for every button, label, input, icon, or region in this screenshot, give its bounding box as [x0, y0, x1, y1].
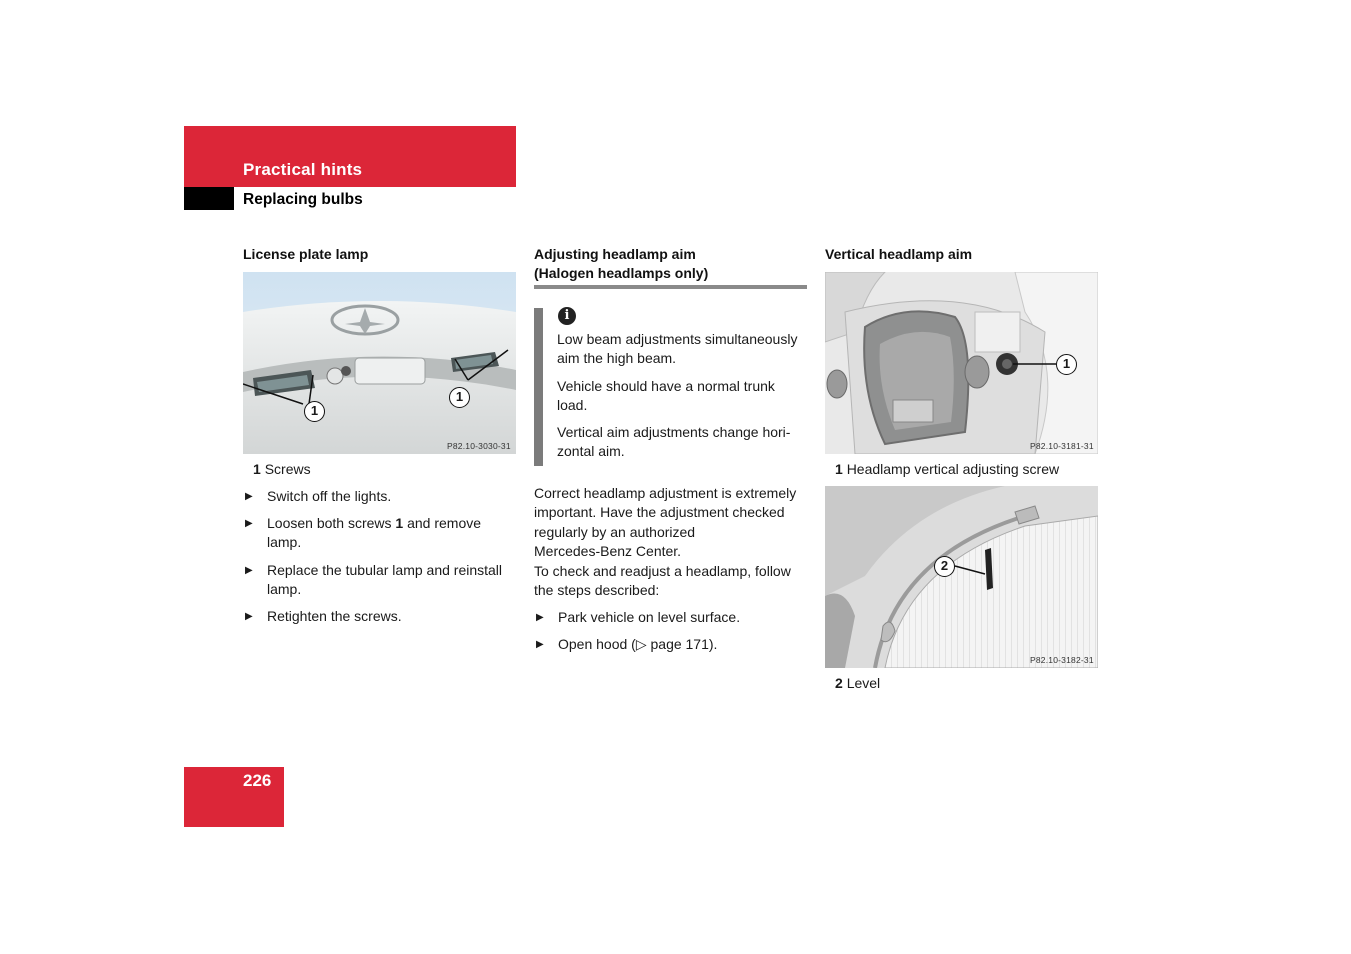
note-line: Low beam adjustments simultaneously — [557, 331, 798, 347]
vertical-headlamp-aim-heading: Vertical headlamp aim — [825, 246, 973, 262]
subsection-title: Replacing bulbs — [243, 191, 363, 208]
heading-rule — [534, 285, 807, 289]
note-paragraph-3 — [557, 423, 790, 462]
license-plate-lamp-illustration — [243, 272, 516, 454]
caption-number: 1 — [835, 461, 843, 477]
step-text-part: Loosen both screws — [267, 515, 396, 531]
callout-2-level: 2 — [934, 556, 955, 577]
photo-code: P82.10-3181-31 — [1030, 441, 1094, 451]
callout-1-left: 1 — [304, 401, 325, 422]
photo-code: P82.10-3030-31 — [447, 441, 511, 451]
page-number: 226 — [243, 771, 272, 790]
caption-number: 2 — [835, 675, 843, 691]
caption-screws — [253, 460, 311, 479]
step-text: Retighten the screws. — [267, 608, 402, 624]
step-replace-lamp — [245, 561, 535, 601]
note-line: zontal aim. — [557, 443, 625, 460]
body-line: the steps described: — [534, 582, 660, 599]
header-black-tab — [184, 187, 234, 210]
caption-level — [835, 674, 880, 693]
note-line: Vertical aim adjustments change hori- — [557, 424, 791, 440]
headlamp-level-illustration — [825, 486, 1098, 668]
adjusting-headlamp-heading — [534, 245, 708, 283]
step-text-line1: Replace the tubular lamp and reinstall — [267, 562, 503, 578]
headlamp-level-photo — [825, 486, 1098, 668]
callout-1-right: 1 — [449, 387, 470, 408]
body-line: Correct headlamp adjustment is extremely — [534, 485, 797, 501]
note-paragraph-2 — [557, 377, 775, 416]
note-line: aim the high beam. — [557, 350, 677, 367]
license-plate-lamp-photo — [243, 272, 516, 454]
step-bullet-icon: ▶ — [245, 565, 253, 576]
step-bullet-icon: ▶ — [536, 639, 544, 650]
body-line: Mercedes-Benz Center. — [534, 543, 682, 560]
step-text-line2: lamp. — [267, 534, 302, 551]
license-plate-lamp-heading: License plate lamp — [243, 246, 369, 262]
step-retighten-screws — [245, 607, 525, 627]
note-bar — [534, 308, 543, 466]
section-title: Practical hints — [243, 160, 363, 179]
step-loosen-screws — [245, 514, 525, 554]
note-paragraph-1 — [557, 330, 797, 369]
caption-text: Screws — [264, 461, 311, 477]
heading-line1: Adjusting headlamp aim — [534, 246, 696, 262]
step-bullet-icon: ▶ — [245, 611, 253, 622]
step-text-line2: lamp. — [267, 581, 302, 598]
callout-1-headlamp: 1 — [1056, 354, 1077, 375]
step-text — [267, 514, 481, 553]
note-line: Vehicle should have a normal trunk — [557, 378, 775, 394]
step-text: Open hood (▷ page 171). — [558, 636, 718, 652]
step-open-hood — [536, 635, 816, 655]
step-park-vehicle — [536, 608, 816, 628]
note-line: load. — [557, 397, 588, 414]
step-bullet-icon: ▶ — [245, 491, 253, 502]
step-text-part: and remove — [403, 515, 482, 531]
body-line: important. Have the adjustment checked — [534, 504, 785, 521]
body-line: regularly by an authorized — [534, 523, 696, 540]
step-text-bold: 1 — [395, 515, 404, 531]
heading-line2: (Halogen headlamps only) — [534, 265, 709, 281]
step-bullet-icon: ▶ — [245, 518, 253, 529]
photo-code: P82.10-3182-31 — [1030, 655, 1094, 665]
caption-number: 1 — [253, 461, 261, 477]
headlamp-adjusting-screw-photo — [825, 272, 1098, 454]
step-bullet-icon: ▶ — [536, 612, 544, 623]
caption-adjusting-screw — [835, 460, 1059, 479]
caption-text: Level — [846, 675, 881, 691]
step-text: Switch off the lights. — [267, 488, 392, 504]
step-text — [267, 561, 502, 600]
step-switch-off-lights — [245, 487, 525, 507]
caption-text: Headlamp vertical adjusting screw — [846, 461, 1060, 477]
headlamp-body-text — [534, 484, 796, 600]
step-text: Park vehicle on level surface. — [558, 609, 741, 625]
info-icon: i — [558, 307, 576, 325]
body-line: To check and readjust a headlamp, follow — [534, 562, 791, 579]
